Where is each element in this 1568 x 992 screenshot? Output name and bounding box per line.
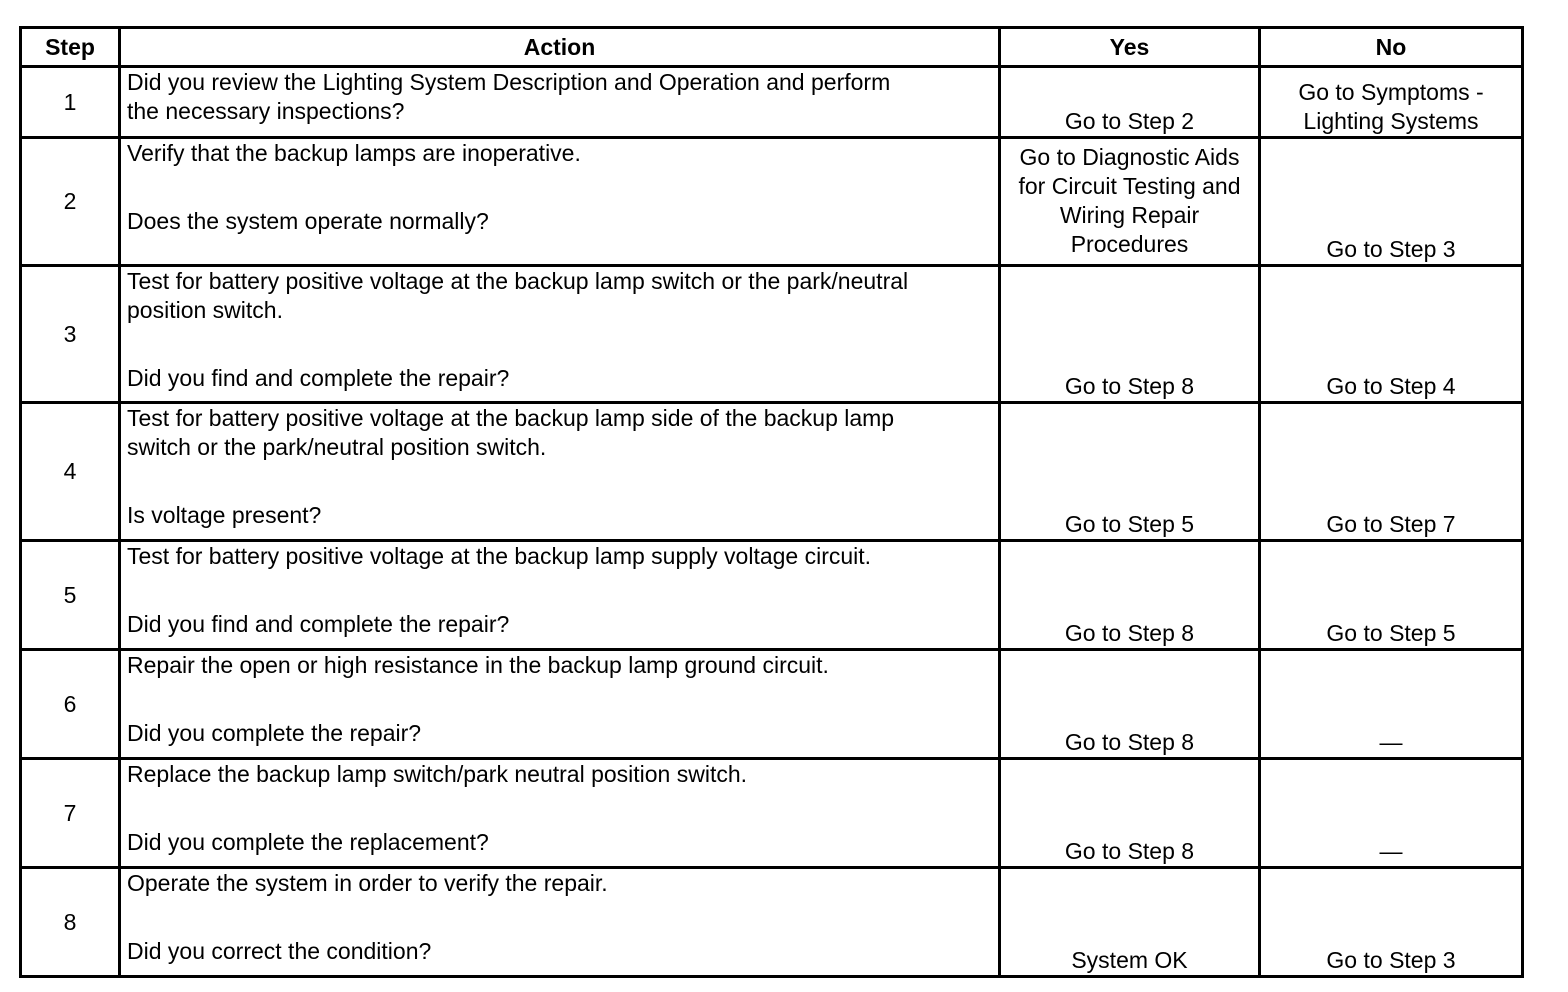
spacer: [127, 462, 992, 501]
action-cell: [120, 650, 1000, 759]
question-text: Does the system operate normally?: [127, 208, 489, 234]
step-number: 6: [21, 650, 120, 759]
step-number: 1: [21, 67, 120, 138]
no-result: Go to Step 4: [1260, 266, 1523, 403]
no-result: —: [1260, 759, 1523, 868]
table-row: [21, 67, 1523, 138]
table-row: [21, 541, 1523, 650]
action-text: the necessary inspections?: [127, 98, 405, 124]
no-result-text: Go to Symptoms -: [1298, 79, 1484, 105]
action-text: Verify that the backup lamps are inoperative.: [127, 140, 581, 166]
spacer: [127, 571, 992, 610]
table-row: [21, 138, 1523, 266]
yes-result: Go to Step 8: [1000, 541, 1260, 650]
yes-result: System OK: [1000, 868, 1260, 977]
yes-result-text: for Circuit Testing and: [1018, 173, 1241, 199]
yes-result-text: Go to Diagnostic Aids: [1019, 144, 1240, 170]
no-result: Go to Step 3: [1260, 138, 1523, 266]
table-row: [21, 403, 1523, 541]
action-cell: [120, 67, 1000, 138]
no-result: Go to Step 3: [1260, 868, 1523, 977]
action-text: Operate the system in order to verify the repair.: [127, 870, 608, 896]
no-result: Go to Step 5: [1260, 541, 1523, 650]
no-result: —: [1260, 650, 1523, 759]
spacer: [127, 789, 992, 828]
action-text: switch or the park/neutral position switch.: [127, 434, 547, 460]
action-cell: [120, 403, 1000, 541]
header-no: No: [1260, 28, 1523, 67]
yes-result: Go to Step 8: [1000, 650, 1260, 759]
yes-result: [1000, 138, 1260, 266]
spacer: [127, 898, 992, 937]
action-cell: [120, 138, 1000, 266]
step-number: 3: [21, 266, 120, 403]
question-text: Did you complete the repair?: [127, 720, 422, 746]
yes-result-text: Wiring Repair: [1059, 202, 1200, 228]
table-row: [21, 650, 1523, 759]
header-action: Action: [120, 28, 1000, 67]
question-text: Is voltage present?: [127, 502, 322, 528]
diagnostic-table: [19, 26, 1524, 978]
spacer: [127, 168, 992, 207]
spacer: [127, 325, 992, 364]
spacer: [127, 680, 992, 719]
action-text: Test for battery positive voltage at the backup lamp side of the backup lamp: [127, 405, 895, 431]
question-text: Did you correct the condition?: [127, 938, 432, 964]
question-text: Did you find and complete the repair?: [127, 365, 510, 391]
action-text: Replace the backup lamp switch/park neutral position switch.: [127, 761, 748, 787]
step-number: 4: [21, 403, 120, 541]
step-number: 5: [21, 541, 120, 650]
action-cell: [120, 266, 1000, 403]
action-text: Test for battery positive voltage at the backup lamp supply voltage circuit.: [127, 543, 872, 569]
yes-result: Go to Step 2: [1000, 67, 1260, 138]
yes-result: Go to Step 5: [1000, 403, 1260, 541]
table-row: [21, 759, 1523, 868]
yes-result: Go to Step 8: [1000, 759, 1260, 868]
question-text: Did you find and complete the repair?: [127, 611, 510, 637]
table-row: [21, 266, 1523, 403]
action-text: Repair the open or high resistance in the backup lamp ground circuit.: [127, 652, 829, 678]
no-result: Go to Step 7: [1260, 403, 1523, 541]
action-text: Did you review the Lighting System Description and Operation and perform: [127, 69, 891, 95]
action-text: Test for battery positive voltage at the backup lamp switch or the park/neutral: [127, 268, 909, 294]
yes-result-text: Procedures: [1070, 231, 1189, 257]
header-yes: Yes: [1000, 28, 1260, 67]
no-result: [1260, 67, 1523, 138]
step-number: 8: [21, 868, 120, 977]
step-number: 2: [21, 138, 120, 266]
header-row: [21, 28, 1523, 67]
action-cell: [120, 759, 1000, 868]
yes-result: Go to Step 8: [1000, 266, 1260, 403]
table-row: [21, 868, 1523, 977]
header-step: Step: [21, 28, 120, 67]
question-text: Did you complete the replacement?: [127, 829, 489, 855]
action-text: position switch.: [127, 297, 283, 323]
action-cell: [120, 541, 1000, 650]
action-cell: [120, 868, 1000, 977]
step-number: 7: [21, 759, 120, 868]
no-result-text: Lighting Systems: [1303, 108, 1479, 134]
